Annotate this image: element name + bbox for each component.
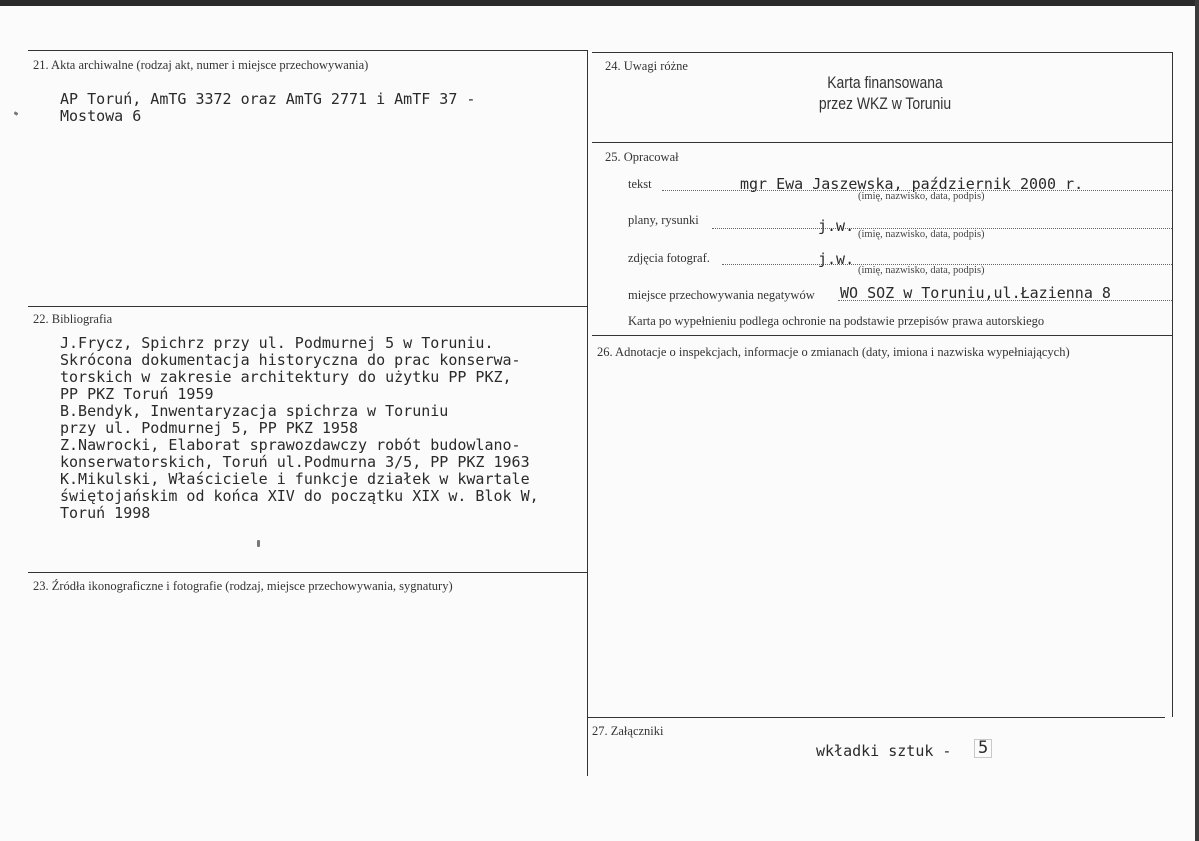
rule-s24-s25: [592, 142, 1172, 143]
bibliography-line-5: B.Bendyk, Inwentaryzacja spichrza w Toruniu: [60, 402, 449, 420]
section-25-label: 25. Opracował: [605, 150, 679, 164]
section-23-label: 23. Źródła ikonograficzne i fotografie (rodzaj, miejsce przechowywania, sygnatury): [33, 579, 453, 593]
bibliography-line-4: PP PKZ Toruń 1959: [60, 385, 214, 403]
funding-stamp-line-2: przez WKZ w Toruniu: [818, 94, 952, 113]
section-26-label: 26. Adnotacje o inspekcjach, informacje o zmianach (daty, imiona i nazwiska wypełniających): [597, 345, 1070, 359]
bibliography-line-1: J.Frycz, Spichrz przy ul. Podmurnej 5 w Toruniu.: [60, 334, 494, 352]
negatywy-label: miejsce przechowywania negatywów: [628, 288, 815, 302]
plany-value: j.w.: [818, 217, 855, 235]
negatywy-value: WO SOZ w Toruniu,ul.Łazienna 8: [840, 284, 1111, 302]
zdjecia-label: zdjęcia fotograf.: [628, 251, 710, 265]
attachments-prefix: wkładki sztuk -: [816, 742, 952, 760]
bibliography-line-10: świętojańskim od końca XIV do początku XIX w. Blok W,: [60, 487, 539, 505]
tekst-label: tekst: [628, 177, 652, 191]
funding-stamp-line-1: Karta finansowana: [827, 73, 943, 92]
center-divider: [587, 50, 588, 776]
section-21-label: 21. Akta archiwalne (rodzaj akt, numer i miejsce przechowywania): [33, 58, 369, 72]
tekst-hint: (imię, nazwisko, data, podpis): [858, 191, 985, 202]
plany-label: plany, rysunki: [628, 213, 699, 227]
bibliography-line-6: przy ul. Podmurnej 5, PP PKZ 1958: [60, 419, 359, 437]
scan-right-edge: [1195, 0, 1199, 841]
section-21-line-2: Mostowa 6: [60, 107, 142, 125]
copyright-note: Karta po wypełnieniu podlega ochronie na podstawie przepisów prawa autorskiego: [628, 314, 1045, 328]
bibliography-line-2: Skrócona dokumentacja historyczna do prac konserwa-: [60, 351, 521, 369]
zdjecia-value: j.w.: [818, 250, 855, 268]
rule-s22-s23: [28, 572, 587, 573]
plany-hint: (imię, nazwisko, data, podpis): [858, 229, 985, 240]
section-24-label: 24. Uwagi różne: [605, 59, 688, 73]
top-rule-right: [592, 52, 1172, 53]
scan-speck: [14, 111, 19, 116]
scan-top-edge: [0, 0, 1199, 6]
section-21-line-1: AP Toruń, AmTG 3372 oraz AmTG 2771 i AmTF 37 -: [60, 90, 476, 108]
zdjecia-hint: (imię, nazwisko, data, podpis): [858, 265, 985, 276]
bibliography-line-8: konserwatorskich, Toruń ul.Podmurna 3/5, PP PKZ 1963: [60, 453, 530, 471]
bibliography-line-7: Z.Nawrocki, Elaborat sprawozdawczy robót budowlano-: [60, 436, 521, 454]
rule-s26-s27: [587, 717, 1165, 718]
section-27-label: 27. Załączniki: [592, 724, 664, 738]
bibliography-line-9: K.Mikulski, Właściciele i funkcje działek w kwartale: [60, 470, 530, 488]
bibliography-line-11: Toruń 1998: [60, 504, 151, 522]
top-rule-left: [28, 50, 587, 51]
rule-s21-s22: [28, 306, 587, 307]
right-border: [1172, 52, 1173, 717]
tekst-value: mgr Ewa Jaszewska, październik 2000 r.: [740, 175, 1084, 193]
bibliography-line-3: torskich w zakresie architektury do użytku PP PKZ,: [60, 368, 512, 386]
rule-s25-s26: [592, 335, 1172, 336]
attachments-count: 5: [974, 739, 992, 758]
scan-speck: [257, 540, 260, 547]
section-22-label: 22. Bibliografia: [33, 312, 113, 326]
